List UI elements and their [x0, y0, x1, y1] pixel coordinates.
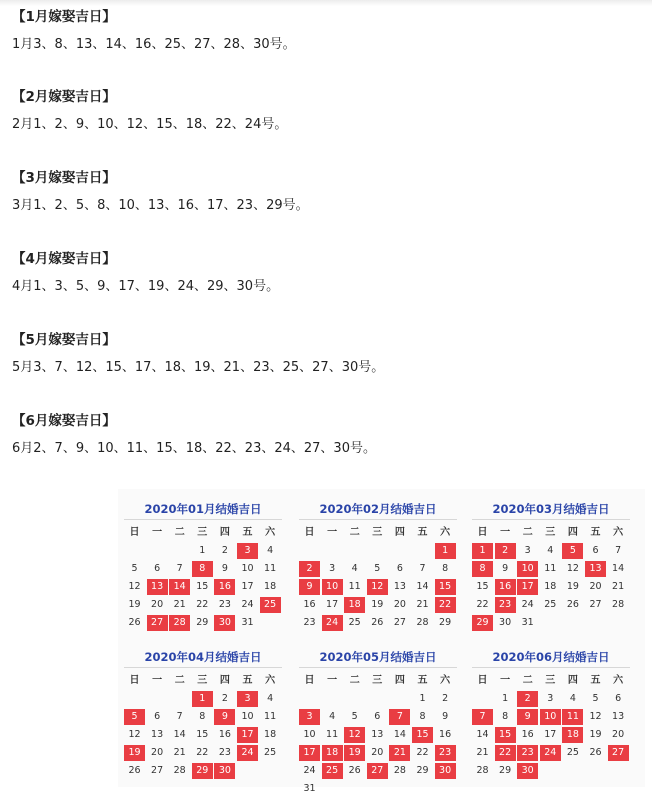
calendar-day: 2 — [221, 693, 228, 704]
calendar-day: 22 — [196, 599, 209, 610]
calendar-grid — [124, 525, 282, 631]
auspicious-day: 24 — [322, 615, 343, 631]
section-text: 1月3、8、13、14、16、25、27、28、30号。 — [12, 37, 296, 52]
calendar-week-row — [299, 561, 457, 577]
calendar-day: 28 — [476, 765, 489, 776]
weekday-label: 一 — [500, 675, 511, 686]
weekday-header — [472, 673, 630, 689]
calendar-day: 2 — [442, 693, 449, 704]
calendar-day: 26 — [566, 599, 579, 610]
auspicious-day: 14 — [169, 579, 190, 595]
calendar-day: 13 — [151, 729, 164, 740]
section-title: 【3月嫁娶吉日】 — [12, 170, 116, 186]
auspicious-day: 18 — [344, 597, 365, 613]
calendar-day: 20 — [371, 747, 384, 758]
calendar-day: 10 — [303, 729, 316, 740]
auspicious-day: 19 — [344, 745, 365, 761]
calendar-january — [124, 499, 282, 631]
weekday-label: 三 — [197, 675, 208, 686]
calendar-day: 5 — [374, 563, 381, 574]
calendar-day: 16 — [303, 599, 316, 610]
calendar-day: 6 — [374, 711, 381, 722]
weekday-label: 二 — [522, 675, 533, 686]
calendar-grid — [299, 673, 457, 797]
calendar-week-row — [472, 579, 630, 595]
calendar-day: 20 — [612, 729, 625, 740]
section-title: 【1月嫁娶吉日】 — [12, 9, 116, 25]
calendar-week-row — [124, 615, 282, 631]
weekday-label: 日 — [304, 675, 315, 686]
calendar-title: 2020年01月结婚吉日 — [124, 499, 282, 520]
calendar-week-row — [299, 745, 457, 761]
auspicious-day: 8 — [472, 561, 493, 577]
auspicious-day: 12 — [367, 579, 388, 595]
auspicious-day: 30 — [214, 763, 235, 779]
calendar-week-row — [124, 597, 282, 613]
calendar-day: 24 — [303, 765, 316, 776]
calendar-day: 17 — [326, 599, 339, 610]
calendar-day: 20 — [151, 747, 164, 758]
calendar-grid — [299, 525, 457, 631]
auspicious-day: 18 — [562, 727, 583, 743]
section-text: 3月1、2、5、8、10、13、16、17、23、29号。 — [12, 198, 309, 213]
calendar-day: 25 — [544, 599, 557, 610]
calendar-day: 13 — [393, 581, 406, 592]
calendar-day: 6 — [615, 693, 622, 704]
weekday-label: 四 — [567, 527, 578, 538]
auspicious-day: 24 — [540, 745, 561, 761]
auspicious-day: 29 — [472, 615, 493, 631]
calendar-title: 2020年05月结婚吉日 — [299, 647, 457, 668]
weekday-label: 三 — [545, 675, 556, 686]
auspicious-day: 10 — [540, 709, 561, 725]
weekday-label: 六 — [265, 675, 276, 686]
weekday-label: 六 — [613, 527, 624, 538]
calendar-day: 31 — [521, 617, 534, 628]
auspicious-day: 21 — [389, 745, 410, 761]
weekday-label: 一 — [152, 675, 163, 686]
auspicious-day: 3 — [237, 691, 258, 707]
section-april — [12, 249, 632, 297]
weekday-label: 三 — [197, 527, 208, 538]
calendar-day: 26 — [589, 747, 602, 758]
calendar-day: 16 — [521, 729, 534, 740]
section-january — [12, 7, 632, 55]
weekday-label: 日 — [129, 527, 140, 538]
calendar-day: 25 — [348, 617, 361, 628]
calendar-day: 27 — [393, 617, 406, 628]
calendar-day: 21 — [476, 747, 489, 758]
calendar-day: 18 — [544, 581, 557, 592]
calendar-day: 12 — [566, 563, 579, 574]
calendar-may — [299, 647, 457, 797]
calendar-day: 17 — [241, 581, 254, 592]
calendar-day: 14 — [612, 563, 625, 574]
calendar-day: 9 — [442, 711, 449, 722]
auspicious-day: 27 — [608, 745, 629, 761]
calendar-day: 6 — [154, 563, 161, 574]
calendar-day: 21 — [173, 599, 186, 610]
calendar-week-row — [124, 745, 282, 761]
weekday-label: 四 — [219, 527, 230, 538]
calendar-day: 12 — [128, 581, 141, 592]
calendar-day: 16 — [218, 729, 231, 740]
calendar-week-row — [472, 597, 630, 613]
section-june — [12, 411, 632, 459]
calendar-day: 12 — [128, 729, 141, 740]
calendar-day: 7 — [615, 545, 622, 556]
calendar-april — [124, 647, 282, 779]
auspicious-day: 2 — [517, 691, 538, 707]
calendar-week-row — [472, 709, 630, 725]
calendar-day: 23 — [303, 617, 316, 628]
calendar-day: 5 — [131, 563, 138, 574]
calendar-week-row — [472, 745, 630, 761]
calendar-day: 4 — [329, 711, 336, 722]
auspicious-day: 16 — [495, 579, 516, 595]
auspicious-day: 25 — [322, 763, 343, 779]
auspicious-day: 12 — [344, 727, 365, 743]
calendar-week-row — [299, 615, 457, 631]
calendar-day: 1 — [419, 693, 426, 704]
calendar-day: 4 — [569, 693, 576, 704]
auspicious-day: 10 — [322, 579, 343, 595]
auspicious-day: 5 — [562, 543, 583, 559]
calendar-day: 25 — [264, 747, 277, 758]
calendar-day: 29 — [499, 765, 512, 776]
calendar-day: 19 — [128, 599, 141, 610]
calendar-day: 31 — [241, 617, 254, 628]
auspicious-day: 13 — [147, 579, 168, 595]
calendar-march — [472, 499, 630, 631]
calendar-day: 15 — [196, 729, 209, 740]
calendar-week-row — [472, 543, 630, 559]
calendar-day: 31 — [303, 783, 316, 794]
calendar-day: 19 — [589, 729, 602, 740]
section-march — [12, 168, 632, 216]
weekday-header — [299, 673, 457, 689]
calendar-week-row — [124, 543, 282, 559]
calendar-day: 19 — [566, 581, 579, 592]
auspicious-day: 7 — [472, 709, 493, 725]
auspicious-day: 1 — [472, 543, 493, 559]
calendar-day: 6 — [592, 545, 599, 556]
auspicious-day: 8 — [192, 561, 213, 577]
auspicious-day: 17 — [237, 727, 258, 743]
calendar-day: 29 — [439, 617, 452, 628]
calendar-day: 3 — [329, 563, 336, 574]
calendar-week-row — [472, 561, 630, 577]
calendar-week-row — [472, 691, 630, 707]
auspicious-day: 2 — [495, 543, 516, 559]
weekday-label: 三 — [372, 675, 383, 686]
calendar-grid — [472, 525, 630, 631]
calendar-day: 26 — [128, 617, 141, 628]
calendar-day: 16 — [439, 729, 452, 740]
auspicious-day: 25 — [260, 597, 281, 613]
calendar-week-row — [472, 727, 630, 743]
section-title: 【4月嫁娶吉日】 — [12, 251, 116, 267]
weekday-label: 六 — [265, 527, 276, 538]
section-text: 6月2、7、9、10、11、15、18、22、23、24、27、30号。 — [12, 441, 376, 456]
calendar-june — [472, 647, 630, 779]
calendar-day: 21 — [416, 599, 429, 610]
calendar-day: 4 — [547, 545, 554, 556]
auspicious-day: 28 — [169, 615, 190, 631]
calendar-day: 2 — [221, 545, 228, 556]
auspicious-day: 9 — [299, 579, 320, 595]
auspicious-day: 30 — [435, 763, 456, 779]
auspicious-day: 30 — [517, 763, 538, 779]
weekday-label: 五 — [417, 527, 428, 538]
calendar-day: 1 — [199, 545, 206, 556]
calendar-day: 23 — [218, 747, 231, 758]
weekday-label: 日 — [304, 527, 315, 538]
calendar-day: 11 — [264, 711, 277, 722]
calendar-day: 14 — [416, 581, 429, 592]
calendar-title: 2020年06月结婚吉日 — [472, 647, 630, 668]
calendar-day: 22 — [416, 747, 429, 758]
calendar-title: 2020年03月结婚吉日 — [472, 499, 630, 520]
calendar-day: 5 — [592, 693, 599, 704]
calendar-day: 28 — [612, 599, 625, 610]
calendar-title: 2020年02月结婚吉日 — [299, 499, 457, 520]
weekday-label: 五 — [242, 675, 253, 686]
calendar-day: 20 — [393, 599, 406, 610]
calendar-week-row — [124, 579, 282, 595]
auspicious-day: 7 — [389, 709, 410, 725]
weekday-label: 二 — [174, 527, 185, 538]
calendar-day: 3 — [524, 545, 531, 556]
calendar-day: 22 — [196, 747, 209, 758]
auspicious-day: 3 — [237, 543, 258, 559]
calendar-day: 26 — [348, 765, 361, 776]
weekday-label: 四 — [219, 675, 230, 686]
auspicious-day: 17 — [517, 579, 538, 595]
weekday-label: 四 — [394, 675, 405, 686]
auspicious-day: 1 — [192, 691, 213, 707]
weekday-label: 二 — [522, 527, 533, 538]
calendar-day: 4 — [267, 545, 274, 556]
weekday-label: 一 — [327, 527, 338, 538]
auspicious-day: 19 — [124, 745, 145, 761]
calendar-week-row — [124, 763, 282, 779]
calendar-day: 27 — [589, 599, 602, 610]
weekday-label: 五 — [417, 675, 428, 686]
auspicious-day: 24 — [237, 745, 258, 761]
auspicious-day: 15 — [412, 727, 433, 743]
calendar-day: 29 — [196, 617, 209, 628]
auspicious-day: 22 — [495, 745, 516, 761]
weekday-header — [124, 525, 282, 541]
auspicious-day: 2 — [299, 561, 320, 577]
calendar-day: 25 — [566, 747, 579, 758]
calendar-day: 20 — [151, 599, 164, 610]
section-text: 5月3、7、12、15、17、18、19、21、23、25、27、30号。 — [12, 360, 385, 375]
auspicious-day: 22 — [435, 597, 456, 613]
weekday-label: 日 — [477, 675, 488, 686]
auspicious-day: 18 — [322, 745, 343, 761]
calendar-day: 7 — [176, 711, 183, 722]
auspicious-day: 1 — [435, 543, 456, 559]
calendar-day: 24 — [241, 599, 254, 610]
calendar-week-row — [299, 597, 457, 613]
calendar-day: 29 — [416, 765, 429, 776]
calendar-day: 28 — [416, 617, 429, 628]
calendar-day: 1 — [502, 693, 509, 704]
calendar-day: 28 — [393, 765, 406, 776]
weekday-header — [299, 525, 457, 541]
weekday-label: 日 — [129, 675, 140, 686]
calendar-day: 27 — [151, 765, 164, 776]
calendar-day: 9 — [221, 563, 228, 574]
calendar-day: 4 — [351, 563, 358, 574]
calendar-day: 3 — [547, 693, 554, 704]
weekday-label: 二 — [174, 675, 185, 686]
calendar-day: 5 — [351, 711, 358, 722]
calendar-grid — [124, 673, 282, 779]
calendar-day: 11 — [348, 581, 361, 592]
calendar-day: 4 — [267, 693, 274, 704]
calendar-february — [299, 499, 457, 631]
calendar-day: 15 — [476, 581, 489, 592]
calendar-image — [118, 489, 645, 794]
calendar-day: 26 — [371, 617, 384, 628]
auspicious-day: 5 — [124, 709, 145, 725]
auspicious-day: 16 — [214, 579, 235, 595]
calendar-day: 28 — [173, 765, 186, 776]
weekday-label: 二 — [349, 675, 360, 686]
calendar-day: 18 — [264, 729, 277, 740]
calendar-day: 8 — [419, 711, 426, 722]
calendar-day: 21 — [612, 581, 625, 592]
calendar-day: 21 — [173, 747, 186, 758]
weekday-label: 日 — [477, 527, 488, 538]
calendar-day: 6 — [396, 563, 403, 574]
section-title: 【6月嫁娶吉日】 — [12, 413, 116, 429]
auspicious-day: 3 — [299, 709, 320, 725]
calendar-day: 10 — [241, 563, 254, 574]
weekday-label: 六 — [440, 527, 451, 538]
auspicious-day: 10 — [517, 561, 538, 577]
auspicious-day: 15 — [435, 579, 456, 595]
section-title: 【2月嫁娶吉日】 — [12, 89, 116, 105]
weekday-label: 一 — [152, 527, 163, 538]
calendar-week-row — [124, 691, 282, 707]
calendar-day: 13 — [371, 729, 384, 740]
weekday-label: 二 — [349, 527, 360, 538]
auspicious-day: 11 — [562, 709, 583, 725]
top-divider — [0, 0, 652, 6]
auspicious-day: 23 — [495, 597, 516, 613]
section-text: 2月1、2、9、10、12、15、18、22、24号。 — [12, 117, 288, 132]
weekday-label: 一 — [327, 675, 338, 686]
calendar-day: 8 — [502, 711, 509, 722]
calendar-week-row — [299, 579, 457, 595]
calendar-week-row — [299, 763, 457, 779]
calendar-day: 13 — [612, 711, 625, 722]
calendar-week-row — [124, 561, 282, 577]
calendar-week-row — [299, 691, 457, 707]
calendar-day: 11 — [544, 563, 557, 574]
auspicious-day: 17 — [299, 745, 320, 761]
section-february — [12, 87, 632, 135]
calendar-day: 24 — [521, 599, 534, 610]
weekday-label: 五 — [242, 527, 253, 538]
calendar-day: 6 — [154, 711, 161, 722]
weekday-header — [472, 525, 630, 541]
auspicious-day: 23 — [435, 745, 456, 761]
calendar-day: 14 — [476, 729, 489, 740]
calendar-day: 8 — [442, 563, 449, 574]
auspicious-day: 29 — [192, 763, 213, 779]
weekday-label: 三 — [372, 527, 383, 538]
calendar-day: 7 — [419, 563, 426, 574]
calendar-day: 18 — [264, 581, 277, 592]
weekday-label: 五 — [590, 675, 601, 686]
auspicious-day: 15 — [495, 727, 516, 743]
calendar-day: 22 — [476, 599, 489, 610]
calendar-day: 26 — [128, 765, 141, 776]
auspicious-day: 9 — [214, 709, 235, 725]
calendar-day: 8 — [199, 711, 206, 722]
calendar-week-row — [472, 763, 630, 779]
calendar-title: 2020年04月结婚吉日 — [124, 647, 282, 668]
weekday-label: 四 — [567, 675, 578, 686]
weekday-label: 四 — [394, 527, 405, 538]
section-may — [12, 330, 632, 378]
weekday-label: 三 — [545, 527, 556, 538]
calendar-day: 20 — [589, 581, 602, 592]
auspicious-day: 27 — [147, 615, 168, 631]
auspicious-day: 30 — [214, 615, 235, 631]
calendar-day: 11 — [326, 729, 339, 740]
section-title: 【5月嫁娶吉日】 — [12, 332, 116, 348]
weekday-label: 六 — [440, 675, 451, 686]
calendar-day: 9 — [502, 563, 509, 574]
calendar-day: 10 — [241, 711, 254, 722]
auspicious-day: 9 — [517, 709, 538, 725]
calendar-week-row — [472, 615, 630, 631]
auspicious-day: 13 — [585, 561, 606, 577]
calendar-day: 14 — [173, 729, 186, 740]
weekday-label: 五 — [590, 527, 601, 538]
calendar-day: 11 — [264, 563, 277, 574]
weekday-header — [124, 673, 282, 689]
calendar-day: 15 — [196, 581, 209, 592]
calendar-week-row — [124, 709, 282, 725]
calendar-day: 23 — [218, 599, 231, 610]
auspicious-day: 23 — [517, 745, 538, 761]
weekday-label: 一 — [500, 527, 511, 538]
weekday-label: 六 — [613, 675, 624, 686]
calendar-week-row — [299, 781, 457, 797]
calendar-day: 7 — [176, 563, 183, 574]
calendar-day: 30 — [499, 617, 512, 628]
calendar-day: 17 — [544, 729, 557, 740]
calendar-week-row — [299, 543, 457, 559]
calendar-week-row — [299, 727, 457, 743]
calendar-week-row — [299, 709, 457, 725]
calendar-day: 12 — [589, 711, 602, 722]
auspicious-day: 27 — [367, 763, 388, 779]
calendar-day: 19 — [371, 599, 384, 610]
calendar-week-row — [124, 727, 282, 743]
calendar-day: 14 — [393, 729, 406, 740]
calendar-grid — [472, 673, 630, 779]
section-text: 4月1、3、5、9、17、19、24、29、30号。 — [12, 279, 280, 294]
